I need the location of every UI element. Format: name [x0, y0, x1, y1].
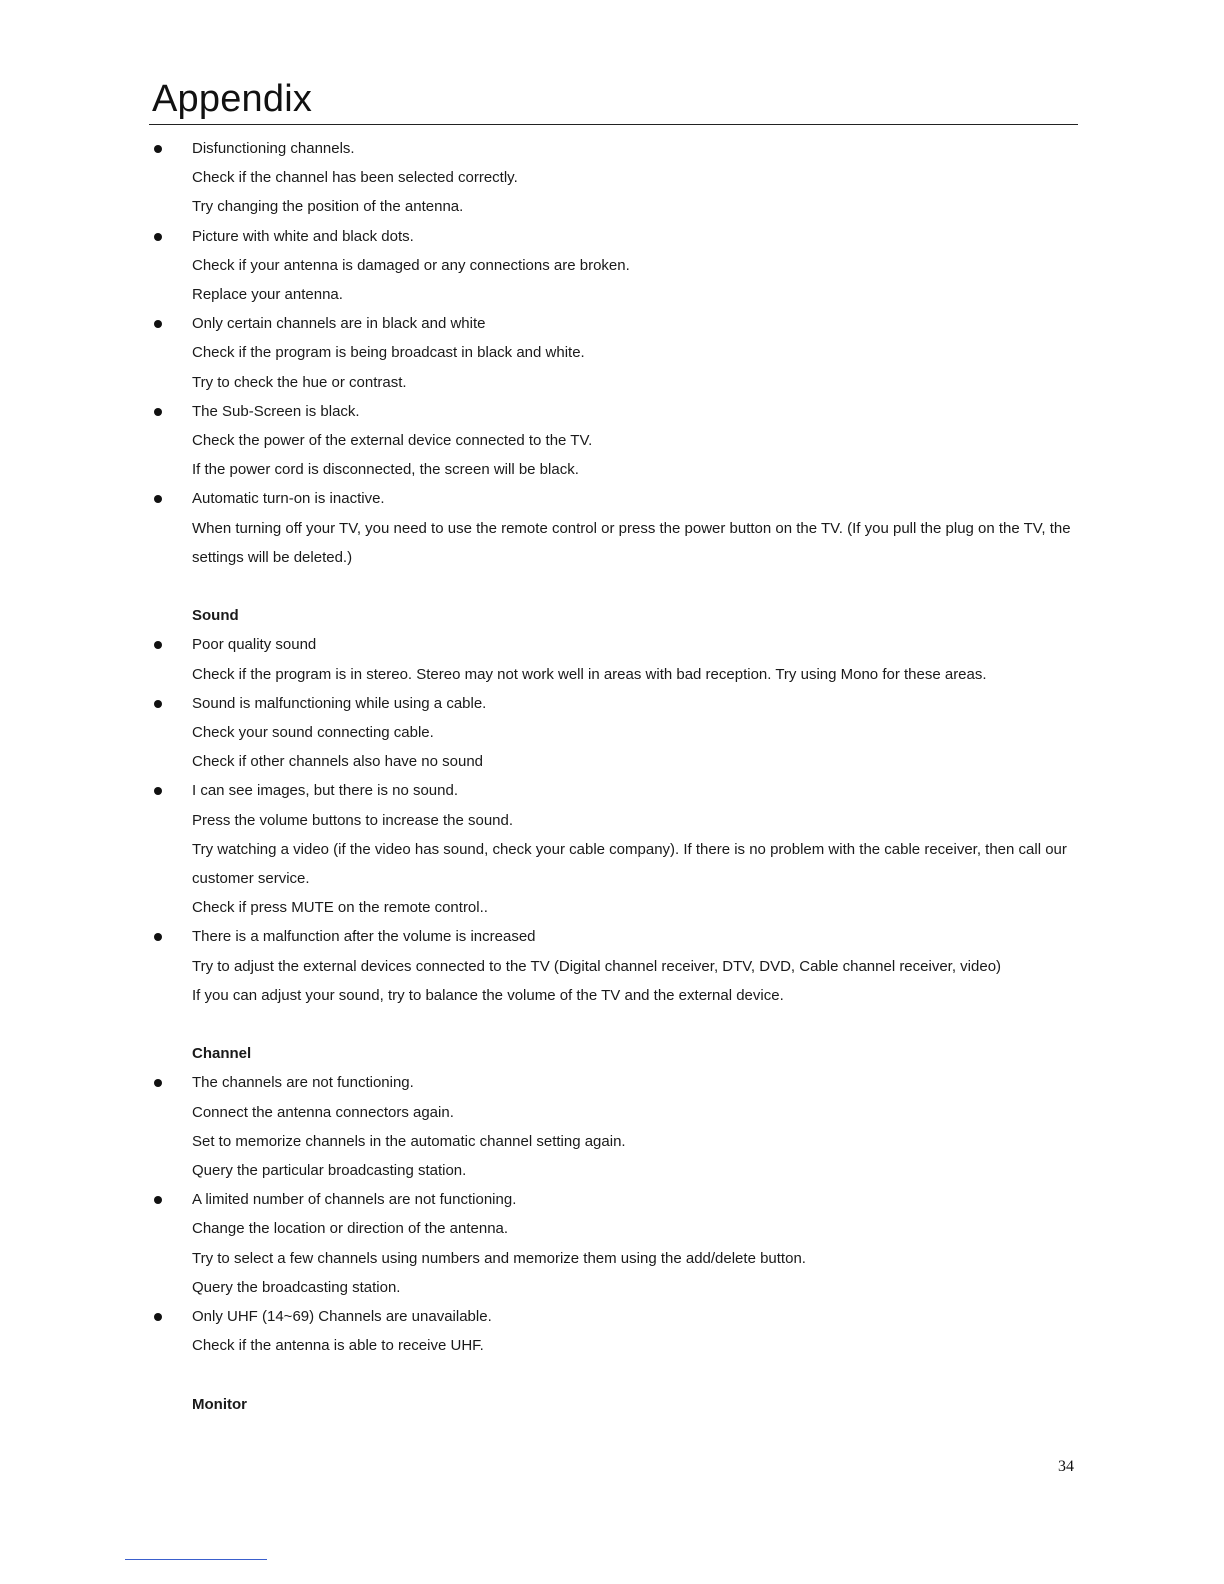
solution-text — [0, 1273, 1224, 1302]
line-text: Only UHF (14~69) Channels are unavailable. — [192, 1308, 492, 1326]
section-heading — [0, 1039, 1224, 1068]
line-text: A limited number of channels are not functioning. — [192, 1191, 517, 1209]
title-divider — [149, 124, 1078, 125]
line-text: Change the location or direction of the antenna. — [192, 1220, 509, 1238]
line-text: Try changing the position of the antenna. — [192, 198, 464, 216]
bullet-icon — [154, 320, 162, 328]
appendix-body — [0, 134, 1224, 1419]
bullet-icon — [154, 787, 162, 795]
line-text: Try to adjust the external devices connected to the TV (Digital channel receiver, DTV, DVD, Cable channel receiver, video) — [192, 957, 1002, 975]
footnote-rule — [125, 1559, 267, 1560]
bullet-icon — [154, 700, 162, 708]
line-text: Check if the program is being broadcast in black and white. — [192, 344, 585, 362]
bullet-icon — [154, 641, 162, 649]
solution-text — [0, 981, 1224, 1010]
bullet-icon — [154, 495, 162, 503]
bullet-item — [0, 1068, 1224, 1097]
section-heading — [0, 601, 1224, 630]
solution-text — [0, 455, 1224, 484]
solution-text — [0, 338, 1224, 367]
line-text: Replace your antenna. — [192, 286, 343, 304]
line-text: Check if press MUTE on the remote control.. — [192, 899, 488, 917]
bullet-item — [0, 484, 1224, 513]
line-text: Check the power of the external device connected to the TV. — [192, 432, 593, 450]
solution-text — [0, 1244, 1224, 1273]
section-heading — [0, 1390, 1224, 1419]
line-text: Press the volume buttons to increase the sound. — [192, 811, 514, 829]
line-text: Automatic turn-on is inactive. — [192, 490, 385, 508]
solution-text — [0, 835, 1224, 893]
line-text: There is a malfunction after the volume is increased — [192, 928, 536, 946]
solution-text — [0, 1331, 1224, 1360]
line-text: Connect the antenna connectors again. — [192, 1103, 454, 1121]
line-text: The channels are not functioning. — [192, 1074, 414, 1092]
line-text: If the power cord is disconnected, the screen will be black. — [192, 461, 579, 479]
line-text: Try to check the hue or contrast. — [192, 373, 407, 391]
bullet-icon — [154, 933, 162, 941]
line-text: Set to memorize channels in the automatic channel setting again. — [192, 1132, 626, 1150]
solution-text — [0, 1214, 1224, 1243]
bullet-item — [0, 222, 1224, 251]
solution-text — [0, 426, 1224, 455]
line-text: Only certain channels are in black and white — [192, 315, 486, 333]
line-text: Channel — [192, 1045, 252, 1063]
line-text: Query the particular broadcasting station. — [192, 1162, 467, 1180]
solution-text — [0, 163, 1224, 192]
solution-text — [0, 806, 1224, 835]
bullet-icon — [154, 1196, 162, 1204]
line-text: Check if the program is in stereo. Stereo may not work well in areas with bad reception. Try using Mono for these areas. — [192, 665, 987, 683]
bullet-icon — [154, 233, 162, 241]
section-spacer — [0, 572, 1224, 601]
solution-text — [0, 251, 1224, 280]
solution-text — [0, 1127, 1224, 1156]
solution-text — [0, 514, 1224, 572]
line-text: Check if the channel has been selected correctly. — [192, 169, 518, 187]
section-spacer — [0, 1361, 1224, 1390]
bullet-item — [0, 397, 1224, 426]
line-text: Try to select a few channels using numbers and memorize them using the add/delete button. — [192, 1249, 806, 1267]
line-text: Poor quality sound — [192, 636, 317, 654]
bullet-item — [0, 1302, 1224, 1331]
solution-text — [0, 660, 1224, 689]
line-text: Monitor — [192, 1395, 247, 1413]
line-text: Query the broadcasting station. — [192, 1278, 401, 1296]
solution-text — [0, 1098, 1224, 1127]
bullet-item — [0, 630, 1224, 659]
line-text: Check if your antenna is damaged or any connections are broken. — [192, 256, 630, 274]
solution-text — [0, 747, 1224, 776]
bullet-item — [0, 134, 1224, 163]
bullet-item — [0, 309, 1224, 338]
line-text: Sound is malfunctioning while using a cable. — [192, 694, 487, 712]
bullet-item — [0, 1185, 1224, 1214]
bullet-icon — [154, 1079, 162, 1087]
solution-text — [0, 368, 1224, 397]
line-text: Sound — [192, 607, 239, 625]
line-text: Check if other channels also have no sound — [192, 753, 484, 771]
solution-text — [0, 718, 1224, 747]
line-text: When turning off your TV, you need to use the remote control or press the power button on the TV. (If you pull the plug on the TV, the settings will be deleted.) — [192, 519, 1071, 566]
solution-text — [0, 1156, 1224, 1185]
bullet-item — [0, 776, 1224, 805]
bullet-item — [0, 922, 1224, 951]
bullet-item — [0, 689, 1224, 718]
bullet-icon — [154, 408, 162, 416]
line-text: The Sub-Screen is black. — [192, 402, 360, 420]
line-text: If you can adjust your sound, try to balance the volume of the TV and the external device. — [192, 986, 784, 1004]
page-title: Appendix — [152, 78, 313, 120]
page-number: 34 — [1058, 1458, 1074, 1475]
line-text: Check your sound connecting cable. — [192, 724, 434, 742]
solution-text — [0, 952, 1224, 981]
solution-text — [0, 280, 1224, 309]
line-text: Try watching a video (if the video has sound, check your cable company). If there is no problem with the cable receiver, then call our customer service. — [192, 840, 1067, 888]
section-spacer — [0, 1010, 1224, 1039]
solution-text — [0, 192, 1224, 221]
bullet-icon — [154, 1313, 162, 1321]
bullet-icon — [154, 145, 162, 153]
line-text: Disfunctioning channels. — [192, 140, 355, 157]
line-text: Picture with white and black dots. — [192, 227, 414, 245]
line-text: Check if the antenna is able to receive UHF. — [192, 1337, 484, 1355]
solution-text — [0, 893, 1224, 922]
line-text: I can see images, but there is no sound. — [192, 782, 458, 800]
